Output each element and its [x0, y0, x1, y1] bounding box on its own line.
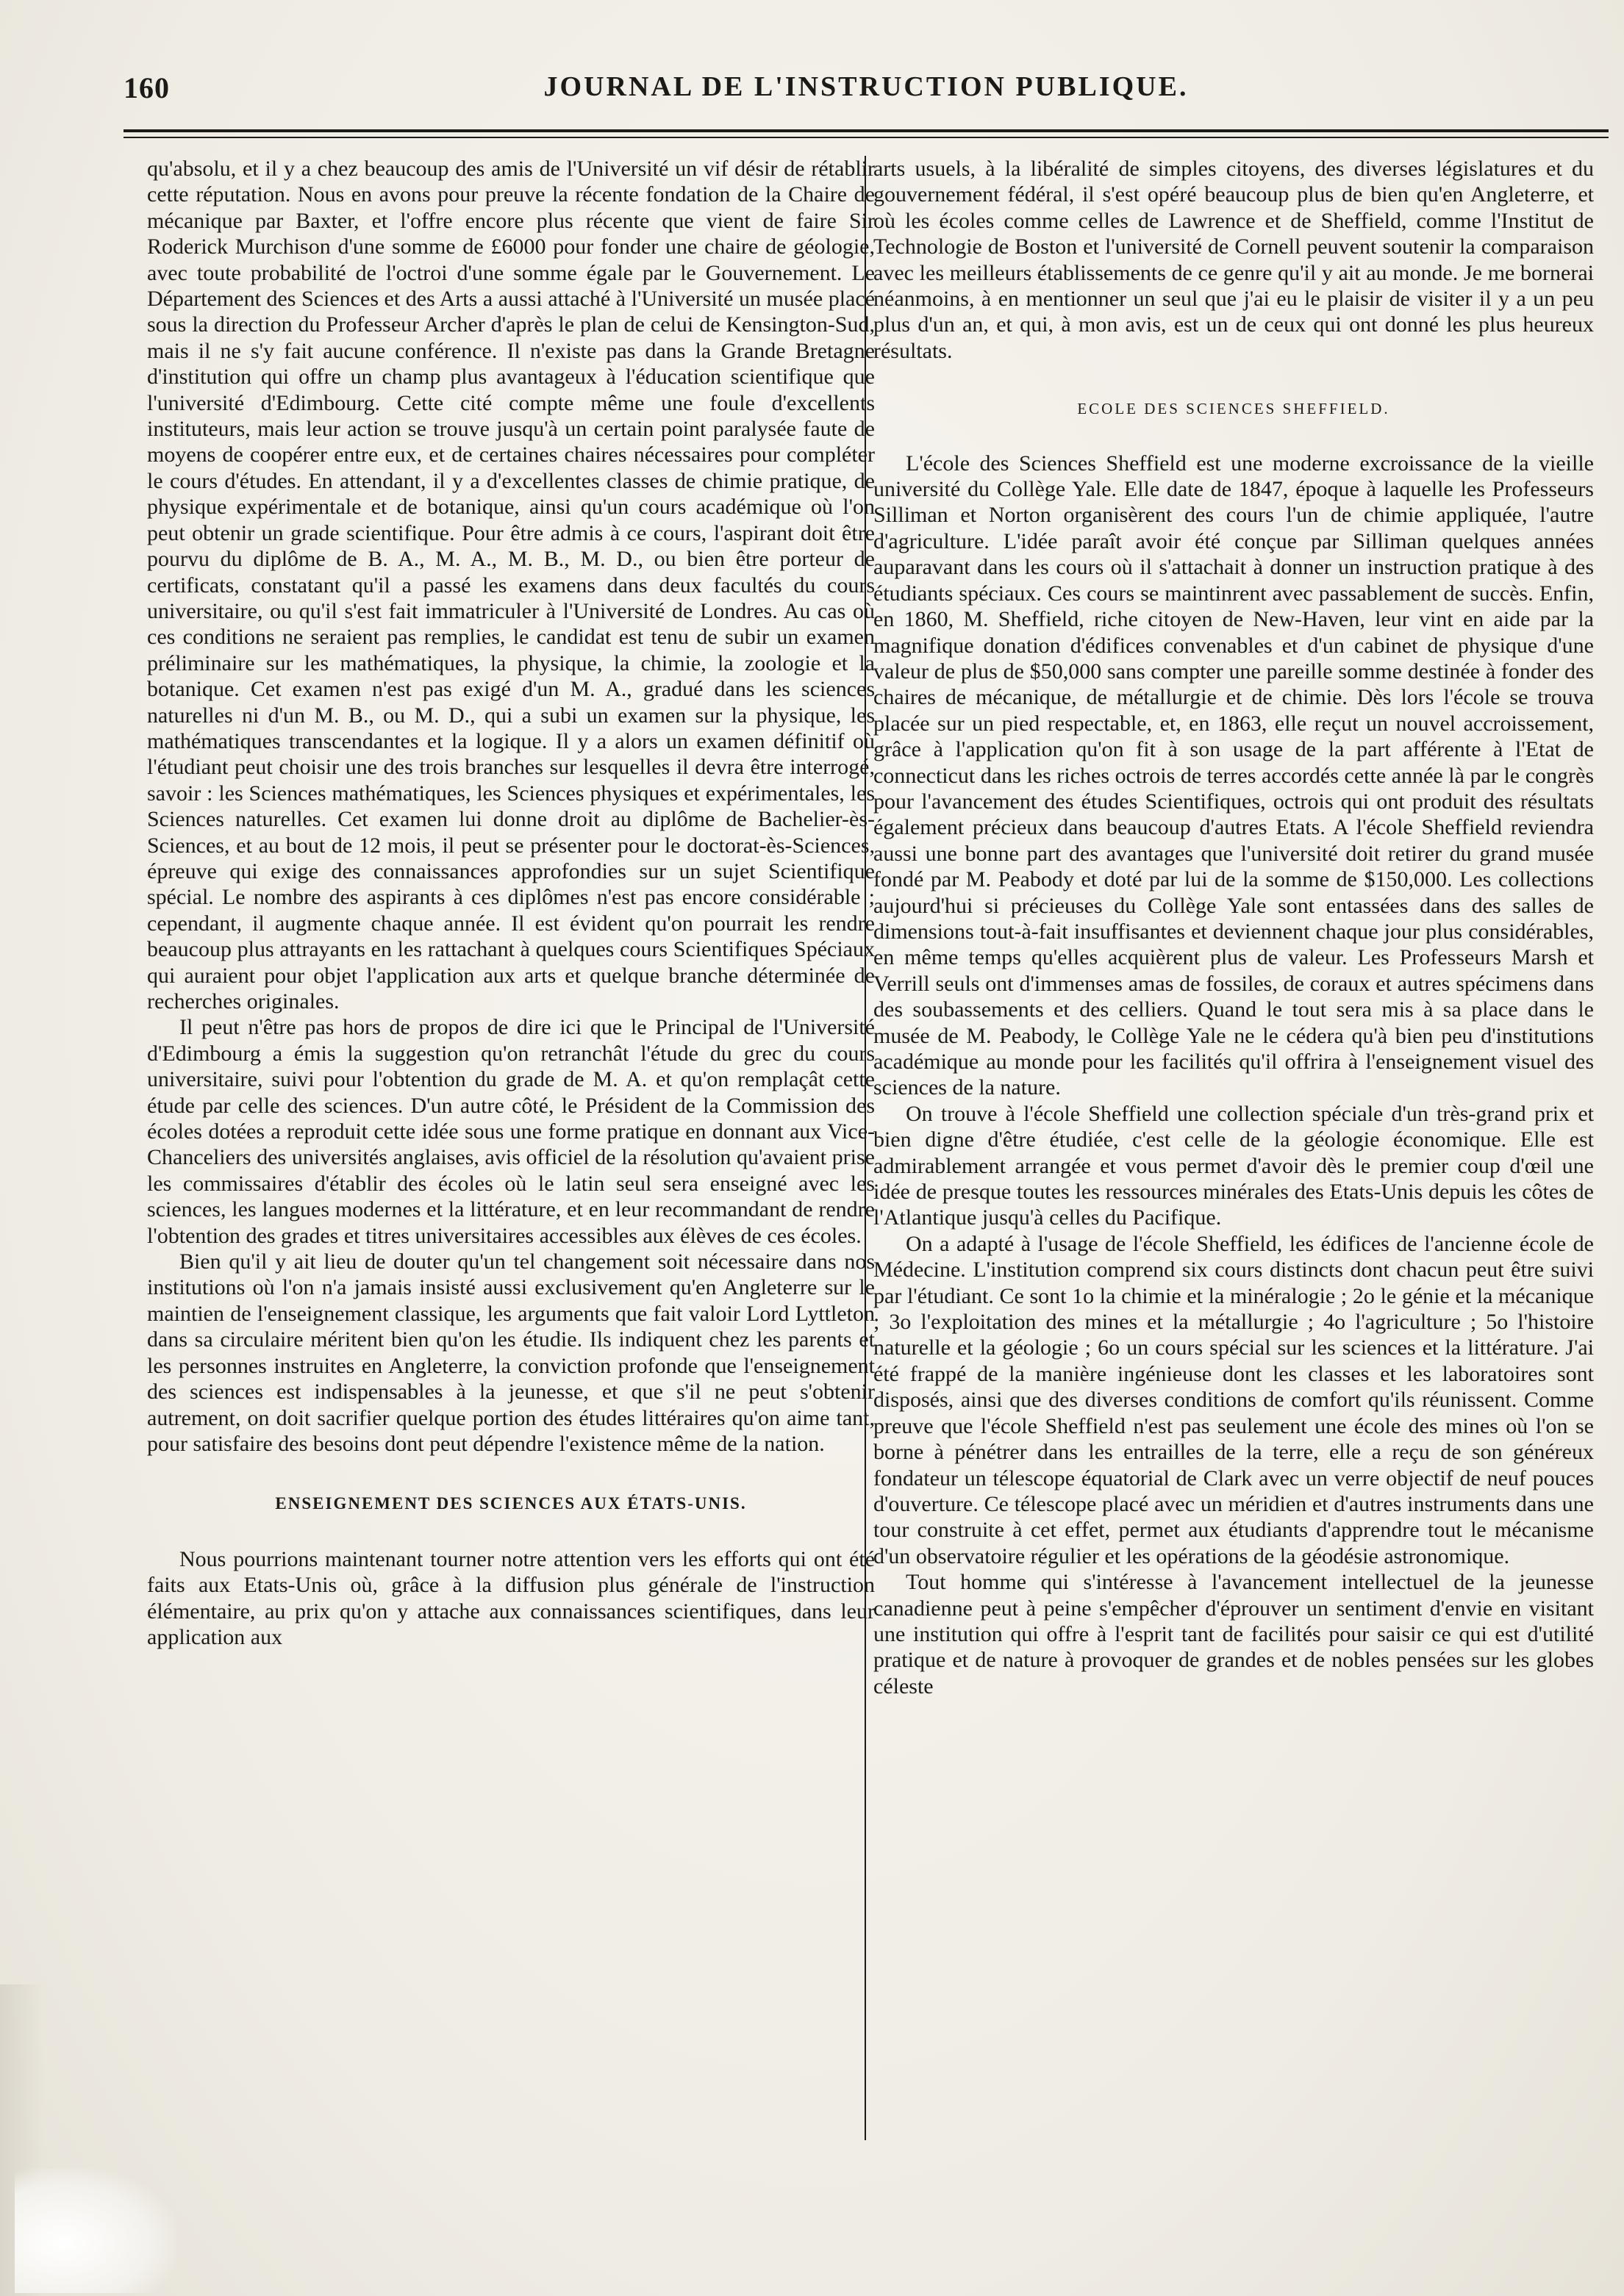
column-divider: [865, 156, 866, 2140]
left-paragraph-4: Nous pourrions maintenant tourner notre attention vers les efforts qui ont été faits aux Etats-Unis où, grâce à la diffusion plus générale de l'instruction élémentaire, au prix qu'on y attache aux connaissances scientifiques, dans leur application aux: [147, 1546, 875, 1649]
right-paragraph-4: On a adapté à l'usage de l'école Sheffield, les édifices de l'ancienne école de Médecine. L'institution comprend six cours distincts dont chacun peut être suivi par l'étudiant. Ce sont 1o la chimie et la minéralogie ; 2o le génie et la mécanique ; 3o l'exploitation des mines et la métallurgie ; 4o l'agriculture ; 5o l'histoire naturelle et la géologie ; 6o un cours spécial sur les sciences et la littérature. J'ai été frappé de la manière ingénieuse dont les classes et les laboratoires sont disposés, ainsi que des diverses conditions de comfort qu'ils réunissent. Comme preuve que l'école Sheffield n'est pas seulement une école des mines où l'on se borne à pénétrer dans les entrailles de la terre, elle a reçu de son généreux fondateur un télescope équatorial de Clark avec un verre objectif de neuf pouces d'ouverture. Ce télescope placé avec un méridien et d'autres instruments dans une tour construite à cet effet, permet aux étudiants d'apprendre tout le mécanisme d'un observatoire régulier et les opérations de la géodésie astronomique.: [873, 1231, 1594, 1568]
paper-damage-mark: [15, 2168, 176, 2293]
left-paragraph-3: Bien qu'il y ait lieu de douter qu'un tel changement soit nécessaire dans nos institutions où l'on n'a jamais insisté aussi exclusivement qu'en Angleterre sur le maintien de l'enseignement classique, les arguments que fait valoir Lord Lyttleton dans sa circulaire méritent bien qu'on les étudie. Ils indiquent chez les parents et les personnes instruites en Angleterre, la conviction profonde que l'enseignement des sciences est indispensables à la jeunesse, et que s'il ne peut s'obtenir autrement, on doit sacrifier quelque portion des études littéraires qu'on aime tant, pour satisfaire des besoins dont peut dépendre l'existence même de la nation.: [147, 1249, 875, 1456]
right-paragraph-1: arts usuels, à la libéralité de simples citoyens, des diverses législatures et du gouvernement fédéral, il s'est opéré beaucoup plus de bien qu'en Angleterre, et où les écoles comme celles de Lawrence et de Sheffield, comme l'Institut de Technologie de Boston et l'université de Cornell peuvent soutenir la comparaison avec les meilleurs établissements de ce genre qu'il y ait au monde. Je me bornerai néanmoins, à en mentionner un seul que j'ai eu le plaisir de visiter il y a un peu plus d'un an, et qui, à mon avis, est un de ceux qui ont donné les plus heureux résultats.: [873, 157, 1594, 363]
page-number: 160: [124, 71, 170, 104]
header-double-rule: [124, 129, 1609, 138]
left-column: [147, 156, 875, 2258]
page-header: [124, 68, 1609, 112]
right-column: [873, 156, 1594, 2258]
left-paragraph-2: Il peut n'être pas hors de propos de dire ici que le Principal de l'Université d'Edimbourg a émis la suggestion qu'on retranchât l'étude du grec du cours universitaire, suivi pour l'obtention du grade de M. A. et qu'on remplaçât cette étude par celle des sciences. D'un autre côté, le Président de la Commission des écoles dotées a reproduit cette idée sous une forme pratique en donnant aux Vice-Chanceliers des universités anglaises, avis officiel de la résolution qu'avaient prise les commissaires d'établir des écoles où le latin seul sera enseigné avec les sciences, les langues modernes et la littérature, et en leur recommandant de rendre l'obtention des grades et titres universitaires accessibles aux élèves de ces écoles.: [147, 1015, 875, 1248]
right-paragraph-3: On trouve à l'école Sheffield une collection spéciale d'un très-grand prix et bien digne d'être étudiée, c'est celle de la géologie économique. Elle est admirablement arrangée et vous permet d'avoir dès le premier coup d'œil une idée de presque toutes les ressources minérales des Etats-Unis depuis les côtes de l'Atlantique jusqu'à celles du Pacifique.: [873, 1101, 1594, 1230]
section-title-us-sciences: ENSEIGNEMENT DES SCIENCES AUX ÉTATS-UNIS.: [275, 1494, 747, 1513]
section-title-sheffield: ECOLE DES SCIENCES SHEFFIELD.: [1077, 400, 1390, 418]
right-paragraph-5: Tout homme qui s'intéresse à l'avancement intellectuel de la jeunesse canadienne peut à peine s'empêcher d'éprouver un sentiment d'envie en visitant une institution qui offre à l'esprit tant de facilités pour saisir ce qui est d'utilité pratique et de nature à provoquer de grandes et de nobles pensées sur les globes céleste: [873, 1570, 1594, 1698]
running-title: JOURNAL DE L'INSTRUCTION PUBLIQUE.: [543, 71, 1189, 102]
right-paragraph-2: L'école des Sciences Sheffield est une moderne excroissance de la vieille université du Collège Yale. Elle date de 1847, époque à laquelle les Professeurs Silliman et Norton organisèrent des cours l'un de chimie appliquée, l'autre d'agriculture. L'idée paraît avoir été conçue par Silliman quelques années auparavant dans les cours où il s'attachait à donner un instruction pratique à des étudiants spéciaux. Ces cours se maintinrent avec passablement de succès. Enfin, en 1860, M. Sheffield, riche citoyen de New-Haven, leur vint en aide par la magnifique donation d'édifices convenables et d'un cabinet de physique d'une valeur de plus de $50,000 sans compter une pareille somme destinée à fonder des chaires de mécanique, de métallurgie et de chimie. Dès lors l'école se trouva placée sur un pied respectable, et, en 1863, elle reçut un nouvel accroissement, grâce à l'application qu'on fit à son usage de la part afférente à l'Etat de connecticut dans les riches octrois de terres accordés cette année là par le congrès pour l'avancement des études Scientifiques, octrois qui ont produit des résultats également précieux dans beaucoup d'autres Etats. A l'école Sheffield reviendra aussi une bonne part des avantages que l'université doit retirer du grand musée fondé par M. Peabody et doté par lui de la somme de $150,000. Les collections aujourd'hui si précieuses du Collège Yale sont entassées dans des salles de dimensions tout-à-fait insuffisantes et deviennent chaque jour plus considérables, en même temps qu'elles acquièrent plus de valeur. Les Professeurs Marsh et Verrill seuls ont d'immenses amas de fossiles, de coraux et autres spécimens dans des soubassements et des celliers. Quand le tout sera mis à sa place dans le musée de M. Peabody, le Collège Yale ne le cédera qu'à bien peu d'institutions académique au monde pour les facilités qu'il offrira à l'enseignement visuel des sciences de la nature.: [873, 451, 1594, 1100]
left-paragraph-1: qu'absolu, et il y a chez beaucoup des amis de l'Université un vif désir de rétablir cette réputation. Nous en avons pour preuve la récente fondation de la Chaire de mécanique par Baxter, et l'offre encore plus récente que vient de faire Sir Roderick Murchison d'une somme de £6000 pour fonder une chaire de géologie, avec toute probabilité de l'octroi d'une somme égale par le Gouvernement. Le Département des Sciences et des Arts a aussi attaché à l'Université un musée placé sous la direction du Professeur Archer d'après le plan de celui de Kensington-Sud, mais il ne s'y fait aucune conférence. Il n'existe pas dans la Grande Bretagne d'institution qui offre un champ plus avantageux à l'éducation scientifique que l'université d'Edimbourg. Cette cité compte même une foule d'excellents instituteurs, mais leur action se trouve jusqu'à un certain point paralysée faute de moyens de coopérer entre eux, et de certaines chaires nécessaires pour compléter le cours d'études. En attendant, il y a d'excellentes classes de chimie pratique, de physique expérimentale et de botanique, ainsi qu'un cours académique où l'on peut obtenir un grade scientifique. Pour être admis à ce cours, l'aspirant doit être pourvu du diplôme de B. A., M. A., M. B., M. D., ou bien être porteur de certificats, constatant qu'il a passé les examens dans deux facultés du cours universitaire, ou qu'il s'est fait immatriculer à l'Université de Londres. Au cas où ces conditions ne seraient pas remplies, le candidat est tenu de subir un examen préliminaire sur les mathématiques, la physique, la chimie, la zoologie et la botanique. Cet examen n'est pas exigé d'un M. A., gradué dans les sciences naturelles ni d'un M. B., ou M. D., qui a subi un examen sur la physique, les mathématiques transcendantes et la logique. Il y a alors un examen définitif où l'étudiant peut choisir une des trois branches sur lesquelles il devra être interrogé, savoir : les Sciences mathématiques, les Sciences physiques et expérimentales, les Sciences naturelles. Cet examen lui donne droit au diplôme de Bachelier-ès-Sciences, et au bout de 12 mois, il peut se présenter pour le doctorat-ès-Sciences, épreuve qui exige des connaissances approfondies sur un sujet Scientifique spécial. Le nombre des aspirants à ces diplômes n'est pas encore considérable ; cependant, il augmente chaque année. Il est évident qu'on pourrait les rendre beaucoup plus attrayants en les rattachant à quelques cours Scientifiques Spéciaux qui auraient pour objet l'application aux arts et quelque branche déterminée de recherches originales.: [147, 157, 875, 1014]
